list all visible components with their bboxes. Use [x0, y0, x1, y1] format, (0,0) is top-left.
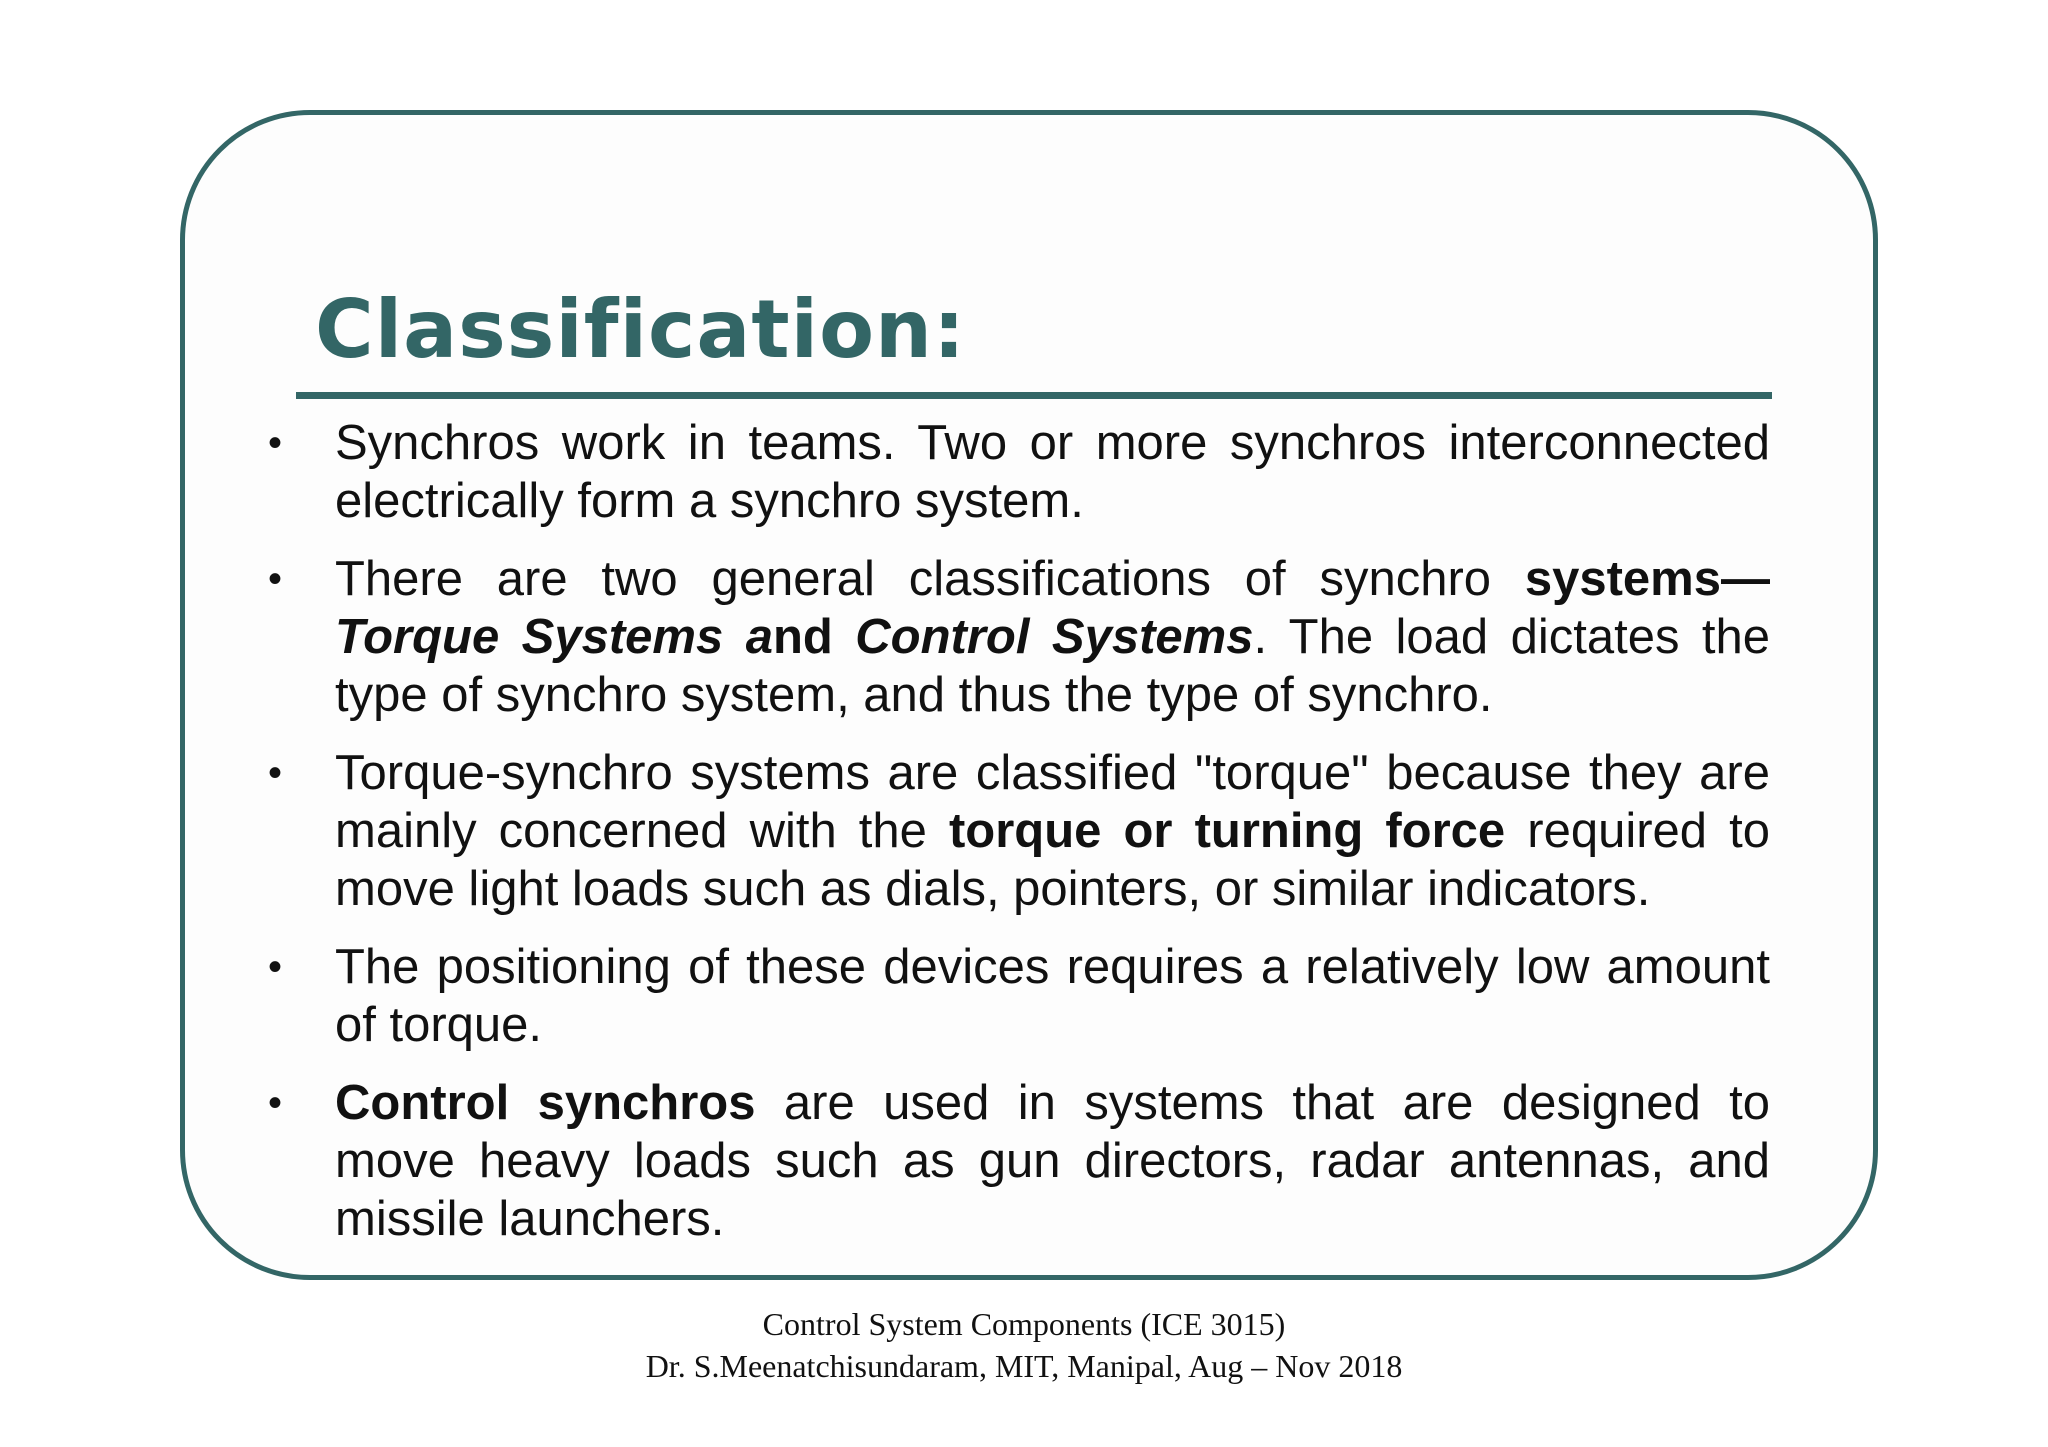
bullet-text-bold: Control synchros [335, 1076, 756, 1130]
bullet-item [260, 938, 1770, 1054]
bullet-text-bold: systems— [1524, 552, 1770, 606]
bullet-text: . The load dictates the type of synchro system, and thus the type of synchro. [335, 610, 1771, 722]
bullet-icon: • [268, 751, 283, 795]
slide-title: Classification: [315, 283, 966, 376]
bullet-text: The positioning of these devices requires a relatively low amount of torque. [335, 940, 1770, 1052]
bullet-item [260, 1074, 1770, 1248]
bullet-text-emphasis: Control Systems [855, 610, 1254, 664]
bullet-text: required to move light loads such as dials, pointers, or similar indicators. [335, 804, 1770, 916]
bullet-text: Torque-synchro systems are classified "torque" because they are mainly concerned with the [335, 746, 1770, 858]
bullet-text: There are two general classifications of synchro [335, 552, 1525, 606]
bullet-list [260, 414, 1770, 1268]
bullet-icon: • [268, 1081, 283, 1125]
bullet-item [260, 414, 1770, 530]
bullet-text-emphasis: a [745, 610, 773, 664]
title-divider [296, 392, 1772, 399]
bullet-text-bold: nd [772, 610, 856, 664]
bullet-text-emphasis: Torque Systems [335, 610, 746, 664]
bullet-text-bold: torque or turning force [948, 804, 1506, 858]
bullet-icon: • [268, 945, 283, 989]
bullet-item [260, 744, 1770, 918]
bullet-item [260, 550, 1770, 724]
bullet-icon: • [268, 557, 283, 601]
bullet-icon: • [268, 421, 283, 465]
bullet-text: Synchros work in teams. Two or more synchros interconnected electrically form a synchro system. [335, 416, 1770, 528]
footer-course: Control System Components (ICE 3015) [762, 1306, 1286, 1342]
bullet-text: are used in systems that are designed to move heavy loads such as gun directors, radar antennas, and missile launchers. [335, 1076, 1770, 1246]
footer-author: Dr. S.Meenatchisundaram, MIT, Manipal, Aug – Nov 2018 [645, 1348, 1403, 1384]
